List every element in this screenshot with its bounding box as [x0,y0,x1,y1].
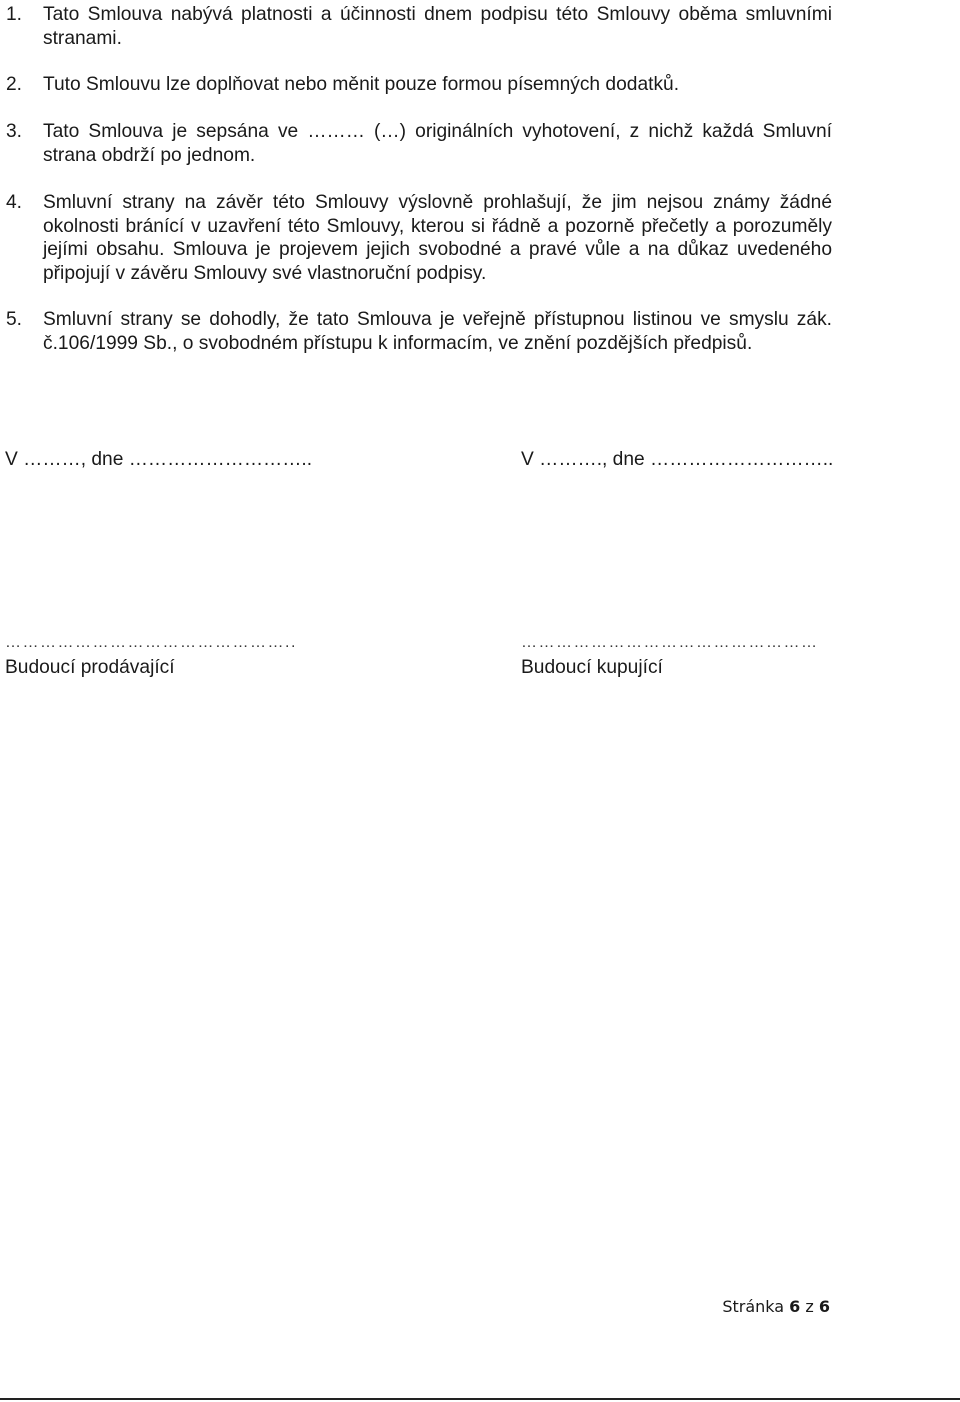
clause-number: 1. [6,4,23,25]
clause-number: 4. [6,192,23,213]
clause-text: Tato Smlouva je sepsána ve ……… (…) originálních vyhotovení, z nichž každá Smluvní strana obdrží po jednom. [43,121,832,166]
page-number-prefix: Stránka [722,1297,790,1316]
seller-label: Budoucí prodávající [5,657,175,678]
clause-4 [6,191,832,285]
clause-text: Tato Smlouva nabývá platnosti a účinnosti dnem podpisu této Smlouvy oběma smluvními stranami. [43,4,832,49]
clause-number: 3. [6,121,23,142]
buyer-signature-line: …………………………………………… [521,634,819,651]
clause-text: Tuto Smlouvu lze doplňovat nebo měnit pouze formou písemných dodatků. [43,74,680,95]
buyer-label: Budoucí kupující [521,657,663,678]
buyer-place-date-line: V ………., dne ……………………….. [521,449,834,470]
page-number-total: 6 [818,1297,830,1316]
clause-number: 5. [6,309,23,330]
seller-place-date-line: V ………, dne ……………………….. [5,449,313,470]
page-number [722,1297,830,1316]
page-bottom-edge [0,1398,960,1400]
clause-text: Smluvní strany na závěr této Smlouvy výslovně prohlašují, že jim nejsou známy žádné okolnosti bránící v uzavření této Smlouvy, kterou si řádně a pozorně přečetly a porozuměly jejími obsahu. Smlouva je projevem jejich svobodné a pravé vůle a na důkaz uvedeného připojují v závěru Smlouvy své vlastnoruční podpisy. [43,192,832,284]
clause-number: 2. [6,74,23,95]
page-number-current: 6 [789,1297,801,1316]
clause-3 [6,120,832,167]
clause-2 [6,73,832,97]
clause-1 [6,3,832,50]
seller-signature-line: ………………………………………….. [5,634,297,651]
clause-5 [6,308,832,355]
page-number-middle: z [800,1297,819,1316]
clause-text: Smluvní strany se dohodly, že tato Smlouva je veřejně přístupnou listinou ve smyslu zák. č.106/1999 Sb., o svobodném přístupu k informacím, ve znění pozdějších předpisů. [43,309,832,354]
